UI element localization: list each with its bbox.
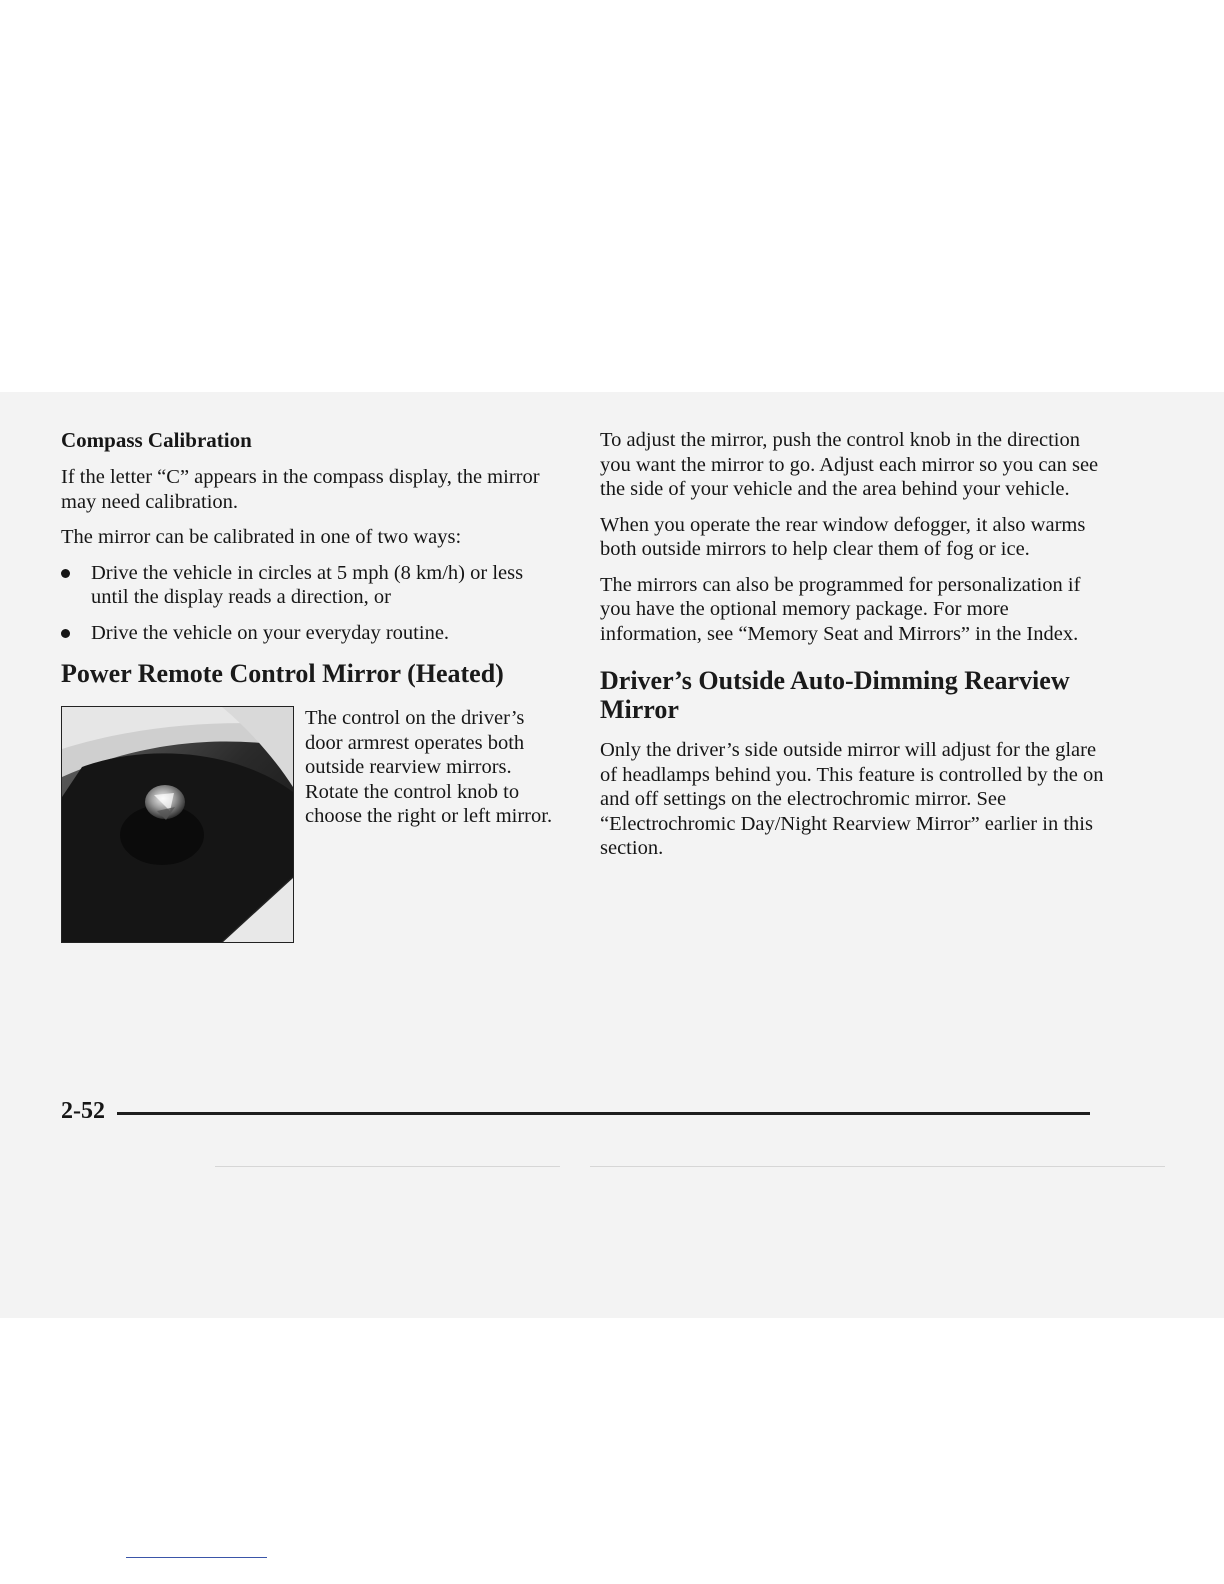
auto-dimming-text: Only the driver’s side outside mirror will adjust for the glare of headlamps behind you. This feature is controlled by the on and off settings on the electrochromic mirror. See “Electrochromic Day/Night Rearview Mirror” earlier in this section. <box>600 739 1104 859</box>
power-mirror-heading: Power Remote Control Mirror (Heated) <box>61 659 504 689</box>
auto-dimming-heading: Driver’s Outside Auto-Dimming Rearview Mirror <box>600 666 1070 724</box>
mirror-control-figure <box>61 706 561 946</box>
list-item-text: Drive the vehicle on your everyday routine. <box>91 621 450 644</box>
mirror-control-photo <box>61 706 294 943</box>
list-item <box>61 561 561 610</box>
defogger-text: When you operate the rear window defogger, it also warms both outside mirrors to help clear them of fog or ice. <box>600 513 1086 560</box>
footer-rule <box>117 1112 1090 1115</box>
compass-calibration-intro: If the letter “C” appears in the compass display, the mirror may need calibration. <box>61 466 540 513</box>
bullet-icon <box>61 629 70 638</box>
mirror-knob-illustration <box>62 707 293 942</box>
list-item <box>61 621 561 646</box>
divider <box>590 1166 1165 1167</box>
page-number: 2-52 <box>61 1098 105 1124</box>
list-item-text: Drive the vehicle in circles at 5 mph (8 km/h) or less until the display reads a direction, or <box>91 561 524 609</box>
bullet-icon <box>61 569 70 578</box>
calibration-list <box>61 561 561 646</box>
left-column <box>61 428 561 946</box>
right-column <box>600 428 1110 872</box>
calibration-ways-text: The mirror can be calibrated in one of two ways: <box>61 526 462 549</box>
memory-package-text: The mirrors can also be programmed for personalization if you have the optional memory package. For more information, see “Memory Seat and Mirrors” in the Index. <box>600 573 1081 645</box>
divider <box>126 1557 267 1558</box>
figure-caption-text: The control on the driver’s door armrest operates both outside rearview mirrors. Rotate the control knob to choose the right or left mirror. <box>305 707 553 828</box>
mirror-adjust-text: To adjust the mirror, push the control knob in the direction you want the mirror to go. Adjust each mirror so you can see the side of your vehicle and the area behind your vehicle. <box>600 429 1099 500</box>
figure-caption <box>305 706 561 829</box>
divider <box>215 1166 560 1167</box>
compass-calibration-heading: Compass Calibration <box>61 428 252 452</box>
